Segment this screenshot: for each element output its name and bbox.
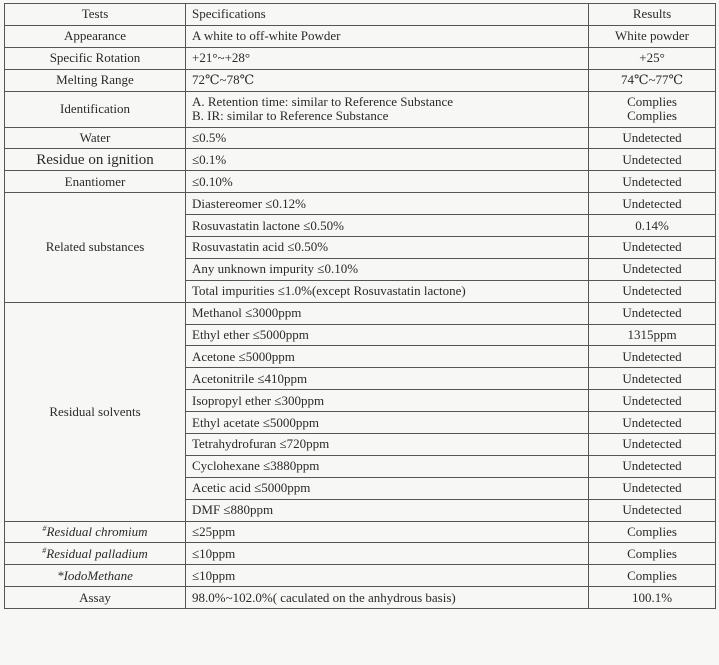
result-cell: Undetected bbox=[589, 280, 716, 302]
spec-cell: Isopropyl ether ≤300ppm bbox=[186, 390, 589, 412]
spec-cell: A white to off-white Powder bbox=[186, 25, 589, 47]
spec-cell: Ethyl acetate ≤5000ppm bbox=[186, 412, 589, 434]
test-name: Residual solvents bbox=[5, 302, 186, 521]
spec-cell: Acetonitrile ≤410ppm bbox=[186, 368, 589, 390]
table-row bbox=[5, 302, 716, 324]
header-tests: Tests bbox=[5, 4, 186, 26]
header-results: Results bbox=[589, 4, 716, 26]
test-name: Residue on ignition bbox=[5, 149, 186, 171]
result-cell: +25° bbox=[589, 47, 716, 69]
spec-line: A. Retention time: similar to Reference Substance bbox=[192, 94, 454, 110]
result-cell: White powder bbox=[589, 25, 716, 47]
result-cell: Undetected bbox=[589, 149, 716, 171]
result-cell: Undetected bbox=[589, 455, 716, 477]
table-row bbox=[5, 587, 716, 609]
spec-cell: ≤25ppm bbox=[186, 521, 589, 543]
result-cell bbox=[589, 91, 716, 127]
table-row bbox=[5, 91, 716, 127]
footnote-mark: * bbox=[57, 567, 64, 583]
footnote-mark: # bbox=[42, 524, 47, 534]
result-cell: 100.1% bbox=[589, 587, 716, 609]
spec-cell: Cyclohexane ≤3880ppm bbox=[186, 455, 589, 477]
table-row bbox=[5, 47, 716, 69]
spec-cell: Tetrahydrofuran ≤720ppm bbox=[186, 434, 589, 456]
spec-cell: 98.0%~102.0%( caculated on the anhydrous basis) bbox=[186, 587, 589, 609]
table-row bbox=[5, 193, 716, 215]
result-cell: Complies bbox=[589, 543, 716, 565]
test-name bbox=[5, 565, 186, 587]
test-name: Melting Range bbox=[5, 69, 186, 91]
spec-cell: Diastereomer ≤0.12% bbox=[186, 193, 589, 215]
result-cell: Undetected bbox=[589, 477, 716, 499]
spec-cell: Ethyl ether ≤5000ppm bbox=[186, 324, 589, 346]
spec-cell: Acetic acid ≤5000ppm bbox=[186, 477, 589, 499]
result-cell: Undetected bbox=[589, 127, 716, 149]
header-row bbox=[5, 4, 716, 26]
result-cell: 1315ppm bbox=[589, 324, 716, 346]
result-line: Complies bbox=[627, 108, 677, 124]
test-label: Residual palladium bbox=[46, 545, 148, 561]
result-cell: Undetected bbox=[589, 412, 716, 434]
spec-cell: Rosuvastatin lactone ≤0.50% bbox=[186, 215, 589, 237]
result-cell: 0.14% bbox=[589, 215, 716, 237]
spec-cell: Any unknown impurity ≤0.10% bbox=[186, 258, 589, 280]
result-cell: Undetected bbox=[589, 302, 716, 324]
table-row bbox=[5, 149, 716, 171]
result-cell: Undetected bbox=[589, 499, 716, 521]
result-line: Complies bbox=[627, 94, 677, 110]
test-name: Enantiomer bbox=[5, 171, 186, 193]
test-label: Residual chromium bbox=[46, 524, 148, 540]
result-cell: Undetected bbox=[589, 237, 716, 259]
test-name: Specific Rotation bbox=[5, 47, 186, 69]
spec-cell: Methanol ≤3000ppm bbox=[186, 302, 589, 324]
test-name: Appearance bbox=[5, 25, 186, 47]
table-row bbox=[5, 521, 716, 543]
result-cell: Undetected bbox=[589, 258, 716, 280]
spec-cell: Rosuvastatin acid ≤0.50% bbox=[186, 237, 589, 259]
table-row bbox=[5, 565, 716, 587]
spec-cell: ≤10ppm bbox=[186, 565, 589, 587]
result-cell: Undetected bbox=[589, 368, 716, 390]
test-name: Identification bbox=[5, 91, 186, 127]
spec-cell: ≤0.1% bbox=[186, 149, 589, 171]
spec-cell: ≤0.10% bbox=[186, 171, 589, 193]
test-name bbox=[5, 521, 186, 543]
table-row bbox=[5, 127, 716, 149]
table-row bbox=[5, 543, 716, 565]
spec-cell: Total impurities ≤1.0%(except Rosuvastatin lactone) bbox=[186, 280, 589, 302]
spec-cell: 72℃~78℃ bbox=[186, 69, 589, 91]
spec-cell bbox=[186, 91, 589, 127]
spec-line: B. IR: similar to Reference Substance bbox=[192, 108, 389, 124]
result-cell: Undetected bbox=[589, 171, 716, 193]
test-name: Assay bbox=[5, 587, 186, 609]
result-cell: Undetected bbox=[589, 193, 716, 215]
spec-cell: DMF ≤880ppm bbox=[186, 499, 589, 521]
test-name bbox=[5, 543, 186, 565]
spec-cell: ≤10ppm bbox=[186, 543, 589, 565]
spec-cell: +21°~+28° bbox=[186, 47, 589, 69]
result-cell: Undetected bbox=[589, 434, 716, 456]
header-specifications: Specifications bbox=[186, 4, 589, 26]
test-name: Related substances bbox=[5, 193, 186, 302]
spec-cell: Acetone ≤5000ppm bbox=[186, 346, 589, 368]
result-cell: Undetected bbox=[589, 390, 716, 412]
test-label: IodoMethane bbox=[63, 567, 133, 583]
footnote-mark: # bbox=[42, 545, 47, 555]
table-row bbox=[5, 69, 716, 91]
result-cell: 74℃~77℃ bbox=[589, 69, 716, 91]
table-row bbox=[5, 171, 716, 193]
table-row bbox=[5, 25, 716, 47]
result-cell: Undetected bbox=[589, 346, 716, 368]
test-name: Water bbox=[5, 127, 186, 149]
result-cell: Complies bbox=[589, 521, 716, 543]
result-cell: Complies bbox=[589, 565, 716, 587]
spec-cell: ≤0.5% bbox=[186, 127, 589, 149]
coa-table bbox=[4, 3, 716, 609]
